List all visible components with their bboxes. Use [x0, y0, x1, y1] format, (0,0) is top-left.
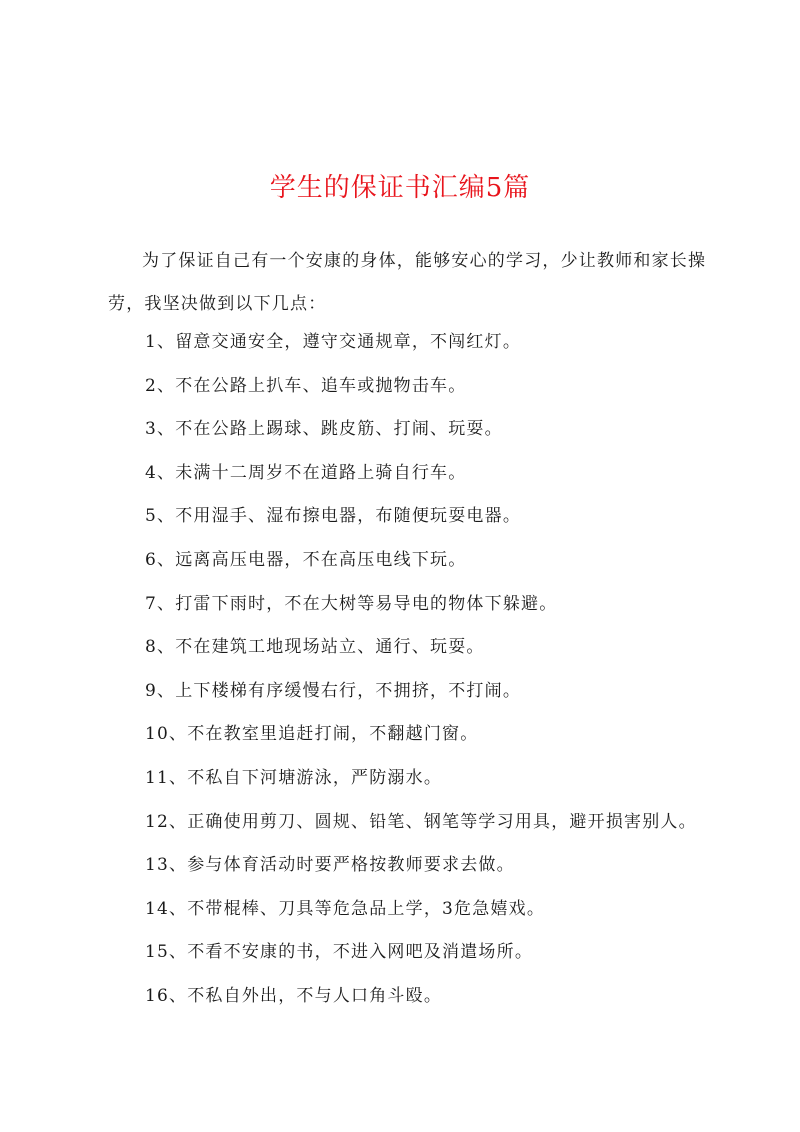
list-item: 10、不在教室里追赶打闹，不翻越门窗。	[145, 724, 479, 745]
list-item: 14、不带棍棒、刀具等危急品上学，3危急嬉戏。	[145, 898, 546, 919]
pledge-list	[145, 321, 745, 1019]
list-item: 9、上下楼梯有序缓慢右行，不拥挤，不打闹。	[145, 680, 522, 701]
list-item: 16、不私自外出，不与人口角斗殴。	[145, 985, 443, 1006]
list-item: 4、未满十二周岁不在道路上骑自行车。	[145, 462, 467, 483]
list-item: 15、不看不安康的书，不进入网吧及消遣场所。	[145, 942, 534, 963]
document-title: 学生的保证书汇编5篇	[269, 173, 531, 203]
list-item: 1、留意交通安全，遵守交通规章，不闯红灯。	[145, 332, 522, 352]
list-item: 6、远离高压电器，不在高压电线下玩。	[145, 549, 467, 570]
list-item: 2、不在公路上扒车、追车或抛物击车。	[145, 375, 467, 396]
list-item: 8、不在建筑工地现场站立、通行、玩耍。	[145, 637, 485, 658]
list-item: 13、参与体育活动时要严格按教师要求去做。	[145, 855, 515, 876]
list-item: 12、正确使用剪刀、圆规、铅笔、钢笔等学习用具，避开损害别人。	[145, 811, 697, 832]
list-item: 11、不私自下河塘游泳，严防溺水。	[145, 767, 443, 788]
list-item: 3、不在公路上踢球、跳皮筋、打闹、玩耍。	[145, 419, 503, 440]
intro-paragraph: 为了保证自己有一个安康的身体，能够安心的学习，少让教师和家长操劳，我坚决做到以下几点：	[108, 251, 707, 314]
list-item: 5、不用湿手、湿布擦电器，布随便玩耍电器。	[145, 506, 522, 527]
list-item: 7、打雷下雨时，不在大树等易导电的物体下躲避。	[145, 593, 558, 614]
